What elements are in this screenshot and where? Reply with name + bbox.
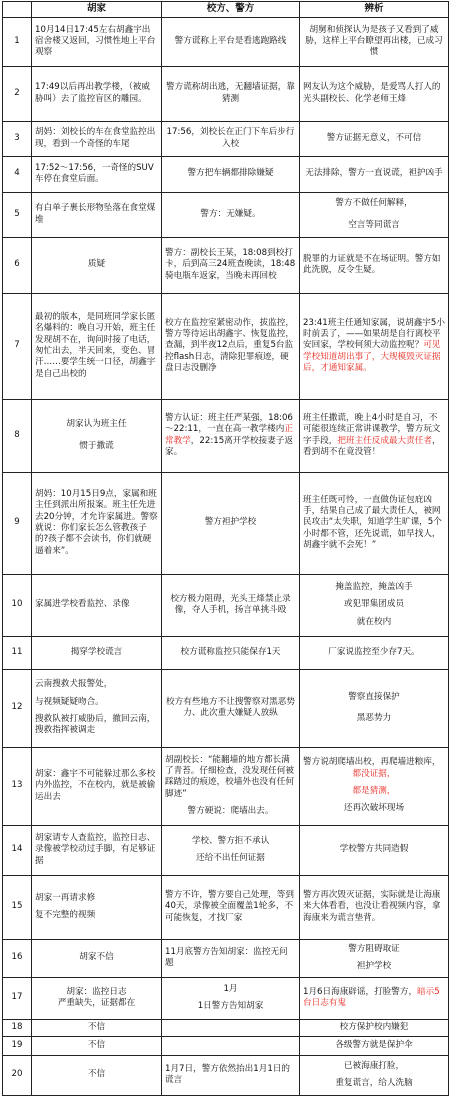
police-line: 胡副校长：“能翻墙的地方都长满了青苔。仔细检查，没发现任何被踩踏过的痕迹，校墙外也没有任何脚迹”: [165, 754, 294, 799]
analysis-line: 黑恶势力: [356, 713, 392, 724]
analysis-cell: 各级警方就是保护伞: [300, 1036, 449, 1055]
table-row: [3, 825, 449, 875]
row-number: 1: [3, 17, 32, 66]
police-cell: [162, 399, 300, 472]
analysis-cell: [300, 399, 449, 472]
row-number: 11: [3, 636, 32, 669]
row-number: 5: [3, 192, 32, 237]
case-analysis-table: [2, 1, 449, 1096]
analysis-highlight: 可见学校知道胡出事了，大规模毁灭证据后，才通知家属。: [303, 340, 441, 374]
police-cell: 警方：副校长王某，18:08到校打卡，后到高三24班查晚读，18:48骑电瓶车返家，当晚未再回校: [162, 237, 300, 293]
row-number: 15: [3, 875, 32, 939]
police-cell: [162, 1036, 300, 1055]
police-cell: 1月7日，警方依然抬出1月1日的谎言: [162, 1055, 300, 1095]
analysis-cell: 班主任既可怜，一直做伪证包庇凶手，结果自己成了最大责任人，被网民攻击“太失职，知道学生旷课，5个小时都不管，还先说谎，如早找人，胡鑫宇就不会死！”: [300, 472, 449, 574]
table-row: [3, 1036, 449, 1055]
analysis-cell: 警方再次毁灭证据，实际就是让海康来大体看看，也没让看视频内容，拿海康来为谎言垫背。: [300, 875, 449, 939]
analysis-cell: [300, 574, 449, 636]
analysis-line: 重复谎言，给人洗脑: [335, 1078, 413, 1089]
hu-family-cell: [32, 669, 162, 747]
police-line: 还给不出任何证据: [196, 853, 265, 864]
analysis-text: 23:41班主任通知家属，说胡鑫宇5小时前丢了，——如果胡是自行离校平安回家，学校何须大动监控呢？: [303, 317, 445, 351]
table-header-row: [3, 2, 449, 18]
table-row: [3, 669, 449, 747]
analysis-cell: 校方保护校内嫌犯: [300, 1019, 449, 1036]
hu-family-cell: 家属进学校看监控、录像: [32, 574, 162, 636]
police-cell: 校方有些地方不让搜警察对黑恶势力、此次重大嫌疑人放纵: [162, 669, 300, 747]
row-number: 8: [3, 399, 32, 472]
analysis-highlight: 都是猜测，: [352, 786, 396, 797]
analysis-cell: [300, 192, 449, 237]
analysis-cell: [300, 293, 449, 399]
row-number: 17: [3, 977, 32, 1019]
table-row: [3, 977, 449, 1019]
hu-family-cell: [32, 399, 162, 472]
analysis-line: 警方说胡爬墙出校，再爬墙进粮库，: [303, 757, 441, 768]
table-row: [3, 192, 449, 237]
police-cell: 警方：无嫌疑。: [162, 192, 300, 237]
hu-family-cell: 胡妈：刘校长的车在食堂监控出现，看到一个奇怪的车尾: [32, 121, 162, 156]
analysis-cell: [300, 977, 449, 1019]
analysis-text: 班主任撒谎，晚上4小时是自习，不可能很连续正常讲课教学，警方玩文字手段，: [303, 412, 441, 446]
row-number: 18: [3, 1019, 32, 1036]
row-number: 3: [3, 121, 32, 156]
analysis-line: 已被海康打脸，: [343, 1060, 405, 1071]
row-number: 20: [3, 1055, 32, 1095]
hu-family-cell: 揭穿学校谎言: [32, 636, 162, 669]
hu-family-cell: 17:49以后再出教学楼，（被威胁叫）去了监控盲区的雕园。: [32, 66, 162, 121]
hu-family-line: 搜救队被打威胁后，撤回云南，搜救指挥被调走: [35, 714, 156, 736]
analysis-cell: 厂家说监控至少存7天。: [300, 636, 449, 669]
hu-family-cell: 17:52～17:56，一奇怪的SUV车停在食堂后面。: [32, 156, 162, 192]
row-number: 14: [3, 825, 32, 875]
police-line: 1月: [223, 983, 238, 994]
police-text: 警方认证：班主任严某强，18:06～22:11，一直在高一教学楼内: [165, 412, 293, 435]
table-row: [3, 1019, 449, 1036]
row-number: 19: [3, 1036, 32, 1055]
police-cell: [162, 1019, 300, 1036]
row-number: 9: [3, 472, 32, 574]
hu-family-line: 云南搜救犬报警处，: [35, 679, 113, 690]
row-number: 13: [3, 747, 32, 825]
row-number: 6: [3, 237, 32, 293]
police-cell: [162, 825, 300, 875]
analysis-cell: [300, 747, 449, 825]
analysis-line: 掩盖监控，掩盖凶手: [335, 582, 413, 593]
row-number: 4: [3, 156, 32, 192]
analysis-cell: 脱罪的力证就是不在场证明。警方如此洗脱，反令生疑。: [300, 237, 449, 293]
hu-family-cell: 胡家：鑫宇不可能躲过那么多校内外监控，不在校内，就是被偷运出去: [32, 747, 162, 825]
hu-family-cell: 最初的版本，是同班同学家长匿名爆料的：晚自习开始，班主任发现胡不在，询问时接了电话，匆忙出去，半天回来，变色、冒汗……要学生统一口径，胡鑫宇是自己出校的: [32, 293, 162, 399]
hu-family-line: 与视频疑疑吻合。: [35, 696, 104, 707]
police-cell: 校方谎称监控只能保存1天: [162, 636, 300, 669]
analysis-line: 还再次破坏现场: [343, 803, 405, 814]
hu-family-cell: 胡妈：10月15日9点，家属和班主任到派出所报案。班主任先进去20分钟，才允许家属进。警察就说：你们家长怎么管教孩子的?孩子都不会读书，你们就硬逼着来”。: [32, 472, 162, 574]
police-cell: [162, 747, 300, 825]
police-cell: 11月底警方告知胡家：监控无问题: [162, 939, 300, 977]
header-school-police: 校方、警方: [162, 2, 300, 18]
hu-family-cell: 有白单子裹长形物坠落在食堂煤堆: [32, 192, 162, 237]
analysis-cell: 胡舅和侦探认为是孩子又看到了威胁，这样上平台瞭望再出楼，已成习惯: [300, 17, 449, 66]
header-hu-family: 胡家: [32, 2, 162, 18]
row-number: 2: [3, 66, 32, 121]
hu-family-cell: 不信: [32, 1019, 162, 1036]
police-text: ，22:15离开学校接妻子返家。: [165, 435, 293, 457]
analysis-cell: 无法排除，警方一直说谎，袒护凶手: [300, 156, 449, 192]
header-analysis: 辨析: [300, 2, 449, 18]
table-row: [3, 636, 449, 669]
police-line: 1日警方告知胡家: [197, 1001, 264, 1012]
hu-family-line: 严重缺失，证据都在: [57, 998, 136, 1009]
analysis-line: 警方阻碍取证: [348, 943, 400, 954]
police-cell: 警方不许，警方要自己处理，等到40天，录像被全面覆盖1轮多，不可能恢复，才找厂家: [162, 875, 300, 939]
table-row: [3, 237, 449, 293]
analysis-cell: 学校警方共同造假: [300, 825, 449, 875]
hu-family-cell: 不信: [32, 1055, 162, 1095]
analysis-cell: [300, 669, 449, 747]
analysis-highlight: 把班主任反成最大责任者: [337, 435, 432, 446]
police-cell: 17:56，刘校长在正门下车后步行入校: [162, 121, 300, 156]
row-number: 12: [3, 669, 32, 747]
analysis-line: 警方不做任何解释，: [335, 198, 413, 209]
police-cell: [162, 977, 300, 1019]
analysis-text: ，看到胡不在竟没管！: [303, 435, 441, 457]
police-cell: 警方把车辆都排除嫌疑: [162, 156, 300, 192]
table-row: [3, 574, 449, 636]
analysis-line: 空言等同谎言: [348, 219, 400, 230]
table-row: [3, 17, 449, 66]
hu-family-cell: 质疑: [32, 237, 162, 293]
hu-family-line: 复不完整的视频: [35, 910, 96, 921]
header-number: [3, 2, 32, 18]
analysis-highlight: 都没证据，: [352, 768, 396, 779]
analysis-cell: [300, 1055, 449, 1095]
row-number: 10: [3, 574, 32, 636]
table-row: [3, 66, 449, 121]
table-row: [3, 156, 449, 192]
analysis-cell: 警方证据无意义，不可信: [300, 121, 449, 156]
table-row: [3, 1055, 449, 1095]
analysis-cell: [300, 939, 449, 977]
table-row: [3, 472, 449, 574]
police-highlight: 正常教学: [165, 424, 293, 446]
row-number: 16: [3, 939, 32, 977]
analysis-text: 1月6日海康辟谣，打脸警方，: [303, 986, 418, 997]
police-line: 学校、警方拒不承认: [191, 835, 270, 846]
police-cell: 警方谎称上平台是看逃跑路线: [162, 17, 300, 66]
police-cell: 校方极力阻碍，光头王烽禁止录像，夺人手机，扬言单挑斗殴: [162, 574, 300, 636]
hu-family-cell: 胡家请专人查监控，监控日志、录像被学校动过手脚，有足够证据: [32, 825, 162, 875]
police-cell: 警方袒护学校: [162, 472, 300, 574]
police-cell: 警方谎称胡出逃，无翻墙证据，靠猜测: [162, 66, 300, 121]
analysis-highlight: 暗示5台日志有鬼: [303, 986, 440, 1009]
police-cell: 校方在监控室紧密动作，拔监控，警方等待运出胡鑫宇、恢复监控，查漏，到半夜12点后，重复5台监控flash日志，清除犯罪痕迹，硬盘日志没删净: [162, 293, 300, 399]
hu-family-cell: [32, 977, 162, 1019]
table-row: [3, 293, 449, 399]
hu-family-cell: [32, 875, 162, 939]
analysis-line: 就在校内: [356, 616, 392, 627]
table-row: [3, 875, 449, 939]
table-row: [3, 121, 449, 156]
hu-family-line: 胡家认为班主任: [66, 419, 127, 430]
analysis-cell: 网友认为这个威胁，是爱骂人打人的光头副校长、化学老师王烽: [300, 66, 449, 121]
police-line: 警方硬说：爬墙出去。: [187, 806, 274, 817]
hu-family-cell: 10月14日17:45左右胡鑫宇出宿舍楼又返回，习惯性地上平台观察: [32, 17, 162, 66]
row-number: 7: [3, 293, 32, 399]
hu-family-line: 胡家：监控日志: [66, 986, 127, 997]
table-row: [3, 939, 449, 977]
hu-family-cell: 不信: [32, 1036, 162, 1055]
analysis-line: 或犯罪集团成员: [343, 599, 405, 610]
analysis-line: 警察直接保护: [348, 691, 400, 702]
analysis-line: 袒护学校: [356, 961, 392, 972]
hu-family-line: 胡家一再请求修: [35, 892, 96, 903]
hu-family-cell: 胡家不信: [32, 939, 162, 977]
hu-family-line: 惯于撒谎: [79, 440, 114, 451]
table-row: [3, 747, 449, 825]
table-row: [3, 399, 449, 472]
